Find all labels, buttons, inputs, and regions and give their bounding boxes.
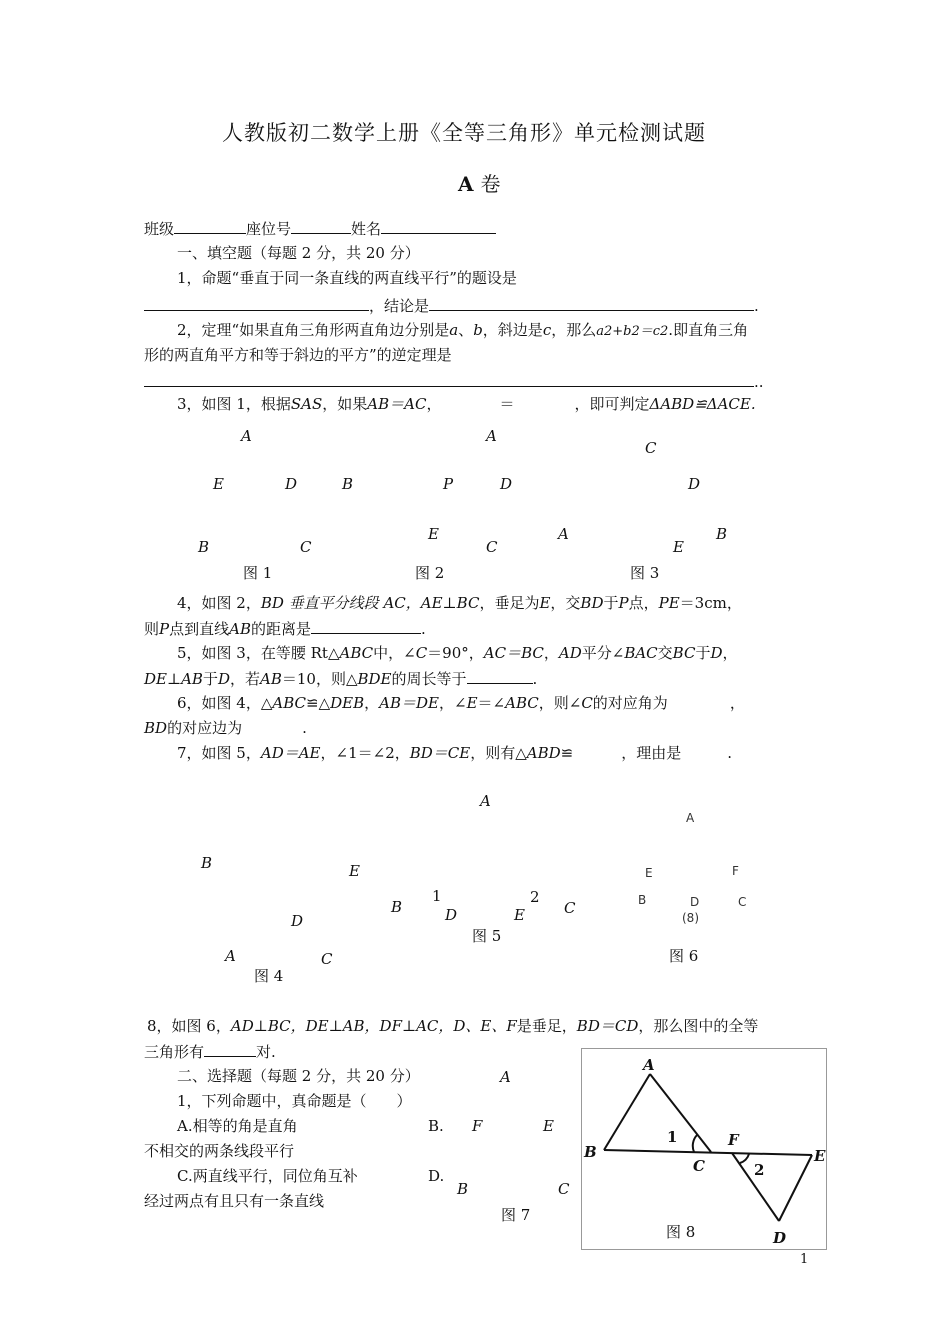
mc1-option-c[interactable]: C.两直线平行，同位角互补 [177, 1167, 358, 1185]
fig2-caption: 图 2 [415, 564, 445, 582]
q7-end: . [727, 744, 733, 762]
q7-text-e: ，理由是 [621, 744, 682, 762]
fig6-label-8: (8) [682, 911, 699, 925]
fig1-label-d: D [285, 475, 298, 493]
q6-end-1: ， [729, 694, 745, 712]
fig7-label-b: B [457, 1180, 469, 1198]
fig2-label-c: C [486, 538, 498, 556]
q6-end-2: . [302, 719, 307, 737]
section-1-heading: 一、填空题（每题 2 分，共 20 分） [177, 244, 420, 262]
q6-bd: BD [144, 719, 168, 737]
fig5-label-a: A [480, 792, 491, 810]
fig6-caption: 图 6 [669, 947, 699, 965]
q2-text-b: ，斜边是 [482, 321, 543, 339]
fig5-label-e: E [514, 906, 525, 924]
fig8-label-e: E [814, 1147, 826, 1165]
q5-text-f: 平分∠ [581, 644, 625, 662]
fig6-label-e: E [645, 866, 653, 880]
q5-de-ab: DE⊥AB [144, 670, 203, 688]
volume-word: 卷 [480, 172, 501, 196]
q5-text-e: ， [543, 644, 559, 662]
q5-text-k: ，若 [230, 670, 261, 688]
q2-c: c [542, 321, 552, 339]
q4-text-c: ，交 [550, 594, 581, 612]
q8-text-b: 是垂足， [516, 1017, 577, 1035]
volume-letter: A [458, 172, 474, 196]
q5-ab: AB [260, 670, 282, 688]
q3-line [177, 395, 756, 413]
q8-line2 [144, 1042, 276, 1061]
q7-ad-ae: AD＝AE [260, 744, 321, 762]
q4-text-h: 点到直线 [169, 620, 230, 638]
q5-bde: BDE [357, 670, 392, 688]
seat-label: 座位号 [246, 220, 292, 238]
q5-end: . [532, 670, 538, 688]
fig3-label-a: A [558, 525, 569, 543]
q3-text-b: ，如果 [322, 395, 368, 413]
q2-line1 [177, 321, 748, 341]
q6-e: E [466, 694, 478, 712]
fig6-label-f: F [732, 864, 739, 878]
fig7-caption: 图 7 [501, 1206, 531, 1224]
q4-e: E [539, 594, 551, 612]
fig3-label-d: D [688, 475, 701, 493]
class-blank[interactable] [174, 219, 246, 234]
mc1-option-b[interactable]: B. [428, 1117, 444, 1135]
q4-p: P [618, 594, 629, 612]
q5-bc: BC [672, 644, 696, 662]
fig8-label-a: A [643, 1056, 655, 1074]
q2-formula: a2+b2＝c2 [596, 324, 669, 339]
q8-blank[interactable] [204, 1042, 256, 1057]
q4-text-g: 则 [144, 620, 160, 638]
fig5-label-d: D [445, 906, 458, 924]
fig3-label-e: E [673, 538, 684, 556]
q4-text-a: 4，如图 2， [177, 594, 261, 612]
fig3-label-c: C [645, 439, 657, 457]
fig8-label-1: 1 [667, 1128, 678, 1146]
q4-text-e: 点， [628, 594, 659, 612]
q6-line2 [144, 719, 307, 737]
volume-label [458, 172, 501, 196]
mc1-option-b-text: 不相交的两条线段平行 [144, 1142, 295, 1160]
figure-8 [581, 1048, 827, 1250]
fig1-label-e: E [213, 475, 224, 493]
q1-line1: 1，命题“垂直于同一条直线的两直线平行”的题设是 [177, 269, 517, 287]
q3-text-a: 3，如图 1，根据 [177, 395, 291, 413]
q3-text-c: ， [426, 395, 442, 413]
q7-text-b: ，∠1＝∠2， [320, 744, 410, 762]
class-label: 班级 [144, 220, 175, 238]
fig8-label-d: D [773, 1229, 787, 1247]
q5-d2: D [217, 670, 230, 688]
fig4-label-e: E [349, 862, 360, 880]
q8-text-d: 三角形有 [144, 1043, 205, 1061]
q5-abc: ABC [339, 644, 374, 662]
student-info-line [144, 219, 496, 238]
fig8-caption: 图 8 [666, 1223, 696, 1241]
q5-text-a: 5，如图 3，在等腰 Rt△ [177, 644, 340, 662]
mc1-stem: 1，下列命题中，真命题是（ ） [177, 1092, 412, 1110]
q8-conditions: AD⊥BC，DE⊥AB，DF⊥AC，D、E、F [230, 1017, 517, 1035]
q5-bac: BAC [624, 644, 658, 662]
q8-bd-cd: BD＝CD [576, 1017, 639, 1035]
fig2-label-b: B [342, 475, 354, 493]
q5-text-h: 于 [695, 644, 711, 662]
q7-abd: ABD [526, 744, 561, 762]
fig5-label-b: B [391, 898, 403, 916]
q4-blank[interactable] [311, 619, 421, 634]
fig3-label-b: B [716, 525, 728, 543]
fig8-label-f: F [728, 1131, 739, 1149]
q4-ab: AB [229, 620, 251, 638]
fig5-caption: 图 5 [472, 927, 502, 945]
q4-text-d: 于 [603, 594, 619, 612]
q6-text-d: ，∠ [439, 694, 467, 712]
q6-c: C [581, 694, 593, 712]
q7-text-c: ，则有△ [470, 744, 527, 762]
q5-text-i: ， [722, 644, 738, 662]
q2-end: .. [754, 373, 764, 391]
q8-line1 [147, 1017, 758, 1035]
q5-text-j: 于 [202, 670, 218, 688]
q6-text-h: 的对应角为 [592, 694, 668, 712]
fig8-label-b: B [584, 1143, 597, 1161]
q6-text-c: ， [364, 694, 380, 712]
q1-line2 [144, 296, 759, 315]
q1-conclusion-blank[interactable] [429, 296, 754, 311]
fig7-label-a: A [500, 1068, 511, 1086]
q6-text-i: 的对应边为 [167, 719, 243, 737]
q2-a: a [449, 321, 459, 339]
q4-pe: PE [658, 594, 680, 612]
q5-line1 [177, 644, 738, 662]
q4-line2 [144, 619, 426, 638]
q6-ab-de: AB＝DE [379, 694, 439, 712]
q5-text-d: ＝90°， [427, 644, 484, 662]
fig1-label-c: C [300, 538, 312, 556]
name-blank[interactable] [381, 219, 496, 234]
q6-text-a: 6，如图 4，△ [177, 694, 273, 712]
q8-text-c: ，那么图中的全等 [638, 1017, 759, 1035]
q6-text-b: ≌△ [306, 694, 331, 712]
fig2-label-p: P [443, 475, 454, 493]
mc1-option-a[interactable]: A.相等的角是直角 [177, 1117, 298, 1135]
q5-blank[interactable] [467, 669, 533, 684]
q2-text-a: 2，定理“如果直角三角形两直角边分别是 [177, 321, 450, 339]
q7-text-a: 7，如图 5， [177, 744, 261, 762]
q7-bd-ce: BD＝CE [409, 744, 471, 762]
q2-text-d: .即直角三角 [668, 321, 749, 339]
q5-c: C [415, 644, 428, 662]
q4-text-b: ，垂足为 [479, 594, 540, 612]
q6-text-g: ，则∠ [538, 694, 582, 712]
q6-deb: DEB [330, 694, 365, 712]
q7-line [177, 744, 732, 762]
q2-text-c: ，那么 [551, 321, 597, 339]
section-2-heading: 二、选择题（每题 2 分，共 20 分） [177, 1067, 420, 1085]
fig2-label-a: A [486, 427, 497, 445]
q5-text-b: 中，∠ [373, 644, 416, 662]
q3-text-d: ，即可判定 [574, 395, 650, 413]
q2-line3 [144, 372, 764, 391]
q5-line2 [144, 669, 537, 688]
fig7-label-c: C [558, 1180, 570, 1198]
fig5-label-1: 1 [432, 887, 442, 905]
fig5-label-2: 2 [530, 888, 540, 906]
q3-ab-ac: AB＝AC [367, 395, 427, 413]
fig6-label-c: C [738, 895, 747, 909]
q4-line1 [177, 594, 742, 612]
fig4-label-a: A [225, 947, 236, 965]
q1-end: . [754, 297, 759, 315]
seat-blank[interactable] [291, 219, 351, 234]
fig1-label-b: B [198, 538, 210, 556]
fig4-caption: 图 4 [254, 967, 284, 985]
mc1-option-d-text: 经过两点有且只有一条直线 [144, 1192, 325, 1210]
q1-premise-blank[interactable] [144, 296, 369, 311]
fig1-label-a: A [241, 427, 252, 445]
q6-abc2: ABC [505, 694, 539, 712]
fig1-caption: 图 1 [243, 564, 273, 582]
mc1-option-d[interactable]: D. [428, 1167, 445, 1185]
q5-text-l: ＝10，则△ [281, 670, 358, 688]
q3-conclusion: ΔABD≌ΔACE. [649, 395, 756, 413]
q2-answer-blank[interactable] [144, 372, 754, 387]
fig4-label-b: B [201, 854, 213, 872]
fig7-label-e: E [543, 1117, 554, 1135]
q4-text-f: ＝3cm， [679, 594, 742, 612]
fig3-caption: 图 3 [630, 564, 660, 582]
q5-ad: AD [558, 644, 582, 662]
q5-text-g: 交 [657, 644, 673, 662]
fig6-label-a: A [686, 811, 695, 825]
q5-ac-bc: AC＝BC [483, 644, 544, 662]
page-number: 1 [800, 1252, 809, 1267]
fig5-label-c: C [564, 899, 576, 917]
q6-text-f: ＝∠ [477, 694, 506, 712]
fig7-label-f: F [472, 1117, 483, 1135]
q3-eq: ＝ [499, 395, 515, 413]
fig4-label-d: D [291, 912, 304, 930]
q4-bd: BD [580, 594, 604, 612]
fig2-label-d: D [500, 475, 513, 493]
q4-p2: P [159, 620, 170, 638]
q4-end: . [421, 620, 426, 638]
q6-abc: ABC [272, 694, 307, 712]
q5-text-m: 的周长等于 [391, 670, 467, 688]
q7-text-d: ≌ [560, 744, 574, 762]
q2-line2: 形的两直角平方和等于斜边的平方”的逆定理是 [144, 346, 452, 364]
page-title: 人教版初二数学上册《全等三角形》单元检测试题 [222, 121, 706, 145]
q8-text-e: 对. [256, 1043, 276, 1061]
fig8-label-c: C [693, 1157, 705, 1175]
fig2-label-e: E [428, 525, 439, 543]
fig8-label-2: 2 [754, 1161, 765, 1179]
fig4-label-c: C [321, 950, 333, 968]
q6-line1 [177, 694, 745, 712]
q5-d: D [710, 644, 723, 662]
q3-sas: SAS [290, 395, 323, 413]
q4-text-i: 的距离是 [250, 620, 311, 638]
name-label: 姓名 [351, 220, 382, 238]
q2-sep: 、 [458, 321, 474, 339]
fig6-label-d: D [690, 895, 700, 909]
q4-condition: BD 垂直平分线段 AC，AE⊥BC [260, 594, 480, 612]
fig8-diagram [582, 1049, 826, 1249]
q1-conclusion-label: ，结论是 [369, 297, 430, 315]
fig6-label-b: B [638, 893, 647, 907]
q8-text-a: 8，如图 6， [147, 1017, 231, 1035]
q2-b: b [473, 321, 483, 339]
